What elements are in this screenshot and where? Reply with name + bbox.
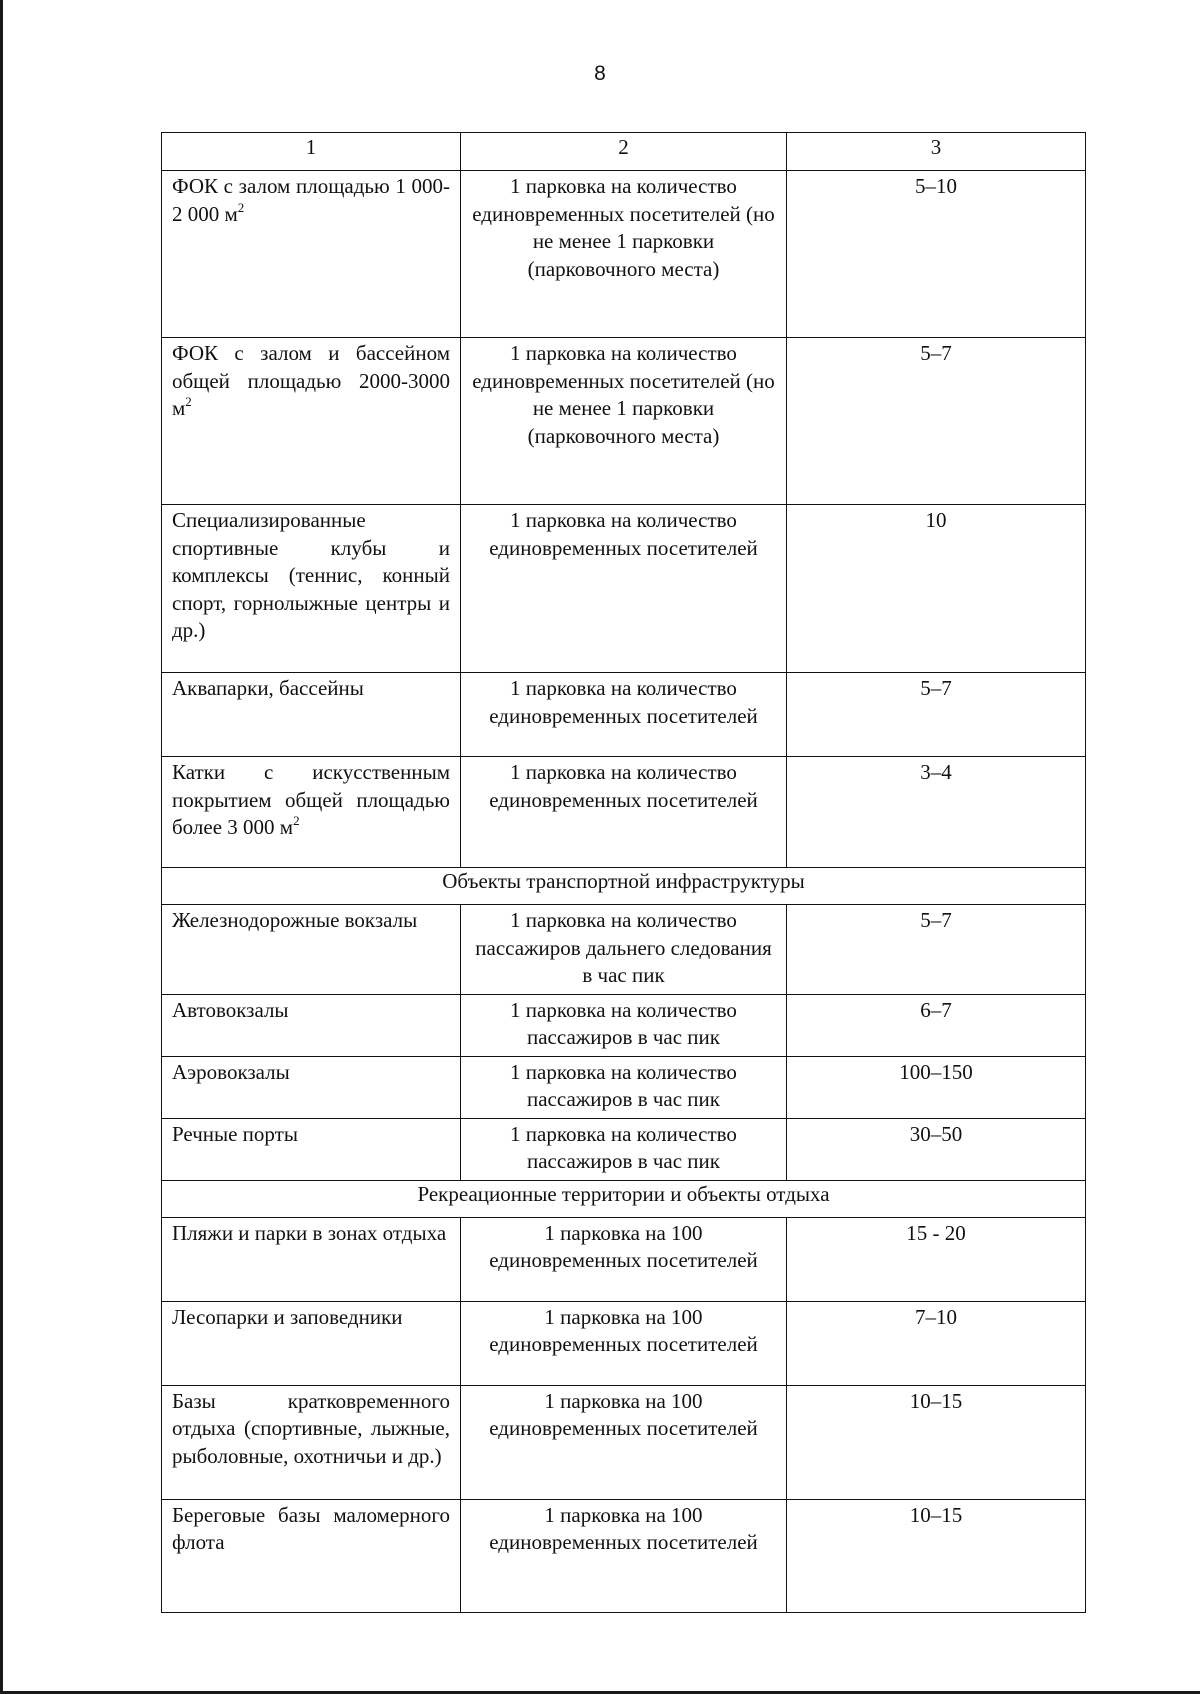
object-type-cell bbox=[162, 1301, 461, 1385]
table-row bbox=[162, 757, 1086, 868]
object-type-text: Специализированные спортивные клубы и комплексы (теннис, конный спорт, горнолыжные центры и др.) bbox=[172, 508, 450, 642]
ratio-value-cell: 5–7 bbox=[787, 905, 1086, 995]
ratio-value-cell: 100–150 bbox=[787, 1056, 1086, 1118]
table-row bbox=[162, 338, 1086, 505]
table-row bbox=[162, 905, 1086, 995]
table-row bbox=[162, 171, 1086, 338]
parking-norms-table bbox=[161, 132, 1086, 1613]
ratio-value-cell: 7–10 bbox=[787, 1301, 1086, 1385]
table-row bbox=[162, 1301, 1086, 1385]
section-row bbox=[162, 868, 1086, 905]
area-unit-superscript: 2 bbox=[185, 394, 192, 409]
parking-norm-cell: 1 парковка на 100 единовременных посетителей bbox=[461, 1499, 787, 1612]
scan-left-edge bbox=[0, 0, 3, 1694]
object-type-cell bbox=[162, 905, 461, 995]
area-unit-superscript: 2 bbox=[237, 199, 245, 215]
parking-norm-cell: 1 парковка на количество единовременных посетителей bbox=[461, 757, 787, 868]
ratio-value-cell: 5–7 bbox=[787, 673, 1086, 757]
ratio-value-cell: 10 bbox=[787, 505, 1086, 673]
parking-norm-cell: 1 парковка на количество пассажиров дальнего следования в час пик bbox=[461, 905, 787, 995]
section-title: Рекреационные территории и объекты отдыха bbox=[162, 1180, 1086, 1217]
object-type-cell bbox=[162, 1056, 461, 1118]
object-type-cell bbox=[162, 757, 461, 868]
parking-norm-cell: 1 парковка на количество единовременных посетителей (но не менее 1 парковки (парковочного места) bbox=[461, 171, 787, 338]
object-type-text: Аквапарки, бассейны bbox=[172, 676, 364, 700]
table-header-row bbox=[162, 133, 1086, 171]
table-row bbox=[162, 1385, 1086, 1499]
object-type-cell bbox=[162, 338, 461, 505]
object-type-text: Железнодорожные вокзалы bbox=[172, 908, 418, 932]
object-type-text: Автовокзалы bbox=[172, 997, 289, 1022]
object-type-text: Речные порты bbox=[172, 1121, 298, 1146]
column-header-2: 2 bbox=[461, 133, 787, 171]
parking-norm-cell: 1 парковка на 100 единовременных посетителей bbox=[461, 1217, 787, 1301]
object-type-cell bbox=[162, 1217, 461, 1301]
object-type-cell bbox=[162, 1499, 461, 1612]
ratio-value-cell: 30–50 bbox=[787, 1118, 1086, 1180]
ratio-value-cell: 5–7 bbox=[787, 338, 1086, 505]
section-title: Объекты транспортной инфраструктуры bbox=[162, 868, 1086, 905]
page-number: 8 bbox=[594, 62, 606, 85]
object-type-text: ФОК с залом площадью 1 000-2 000 м bbox=[172, 174, 450, 226]
parking-norm-cell: 1 парковка на количество единовременных посетителей (но не менее 1 парковки (парковочного места) bbox=[461, 338, 787, 505]
parking-norm-cell: 1 парковка на количество единовременных посетителей bbox=[461, 505, 787, 673]
object-type-cell bbox=[162, 505, 461, 673]
table-row bbox=[162, 1118, 1086, 1180]
object-type-text: Лесопарки и заповедники bbox=[172, 1304, 403, 1329]
object-type-text: Базы кратковременного отдыха (спортивные, лыжные, рыболовные, охотничьи и др.) bbox=[172, 1388, 450, 1468]
table-row bbox=[162, 1217, 1086, 1301]
section-row bbox=[162, 1180, 1086, 1217]
object-type-cell bbox=[162, 673, 461, 757]
parking-norm-cell: 1 парковка на 100 единовременных посетителей bbox=[461, 1301, 787, 1385]
ratio-value-cell: 10–15 bbox=[787, 1385, 1086, 1499]
parking-norm-cell: 1 парковка на 100 единовременных посетителей bbox=[461, 1385, 787, 1499]
area-unit-superscript: 2 bbox=[293, 813, 300, 828]
table-row bbox=[162, 994, 1086, 1056]
ratio-value-cell: 3–4 bbox=[787, 757, 1086, 868]
ratio-value-cell: 6–7 bbox=[787, 994, 1086, 1056]
object-type-text: Аэровокзалы bbox=[172, 1059, 290, 1084]
table-row bbox=[162, 1499, 1086, 1612]
table-body bbox=[162, 133, 1086, 1613]
object-type-text: Катки с искусственным покрытием общей площадью более 3 000 м bbox=[172, 760, 450, 839]
ratio-value-cell: 10–15 bbox=[787, 1499, 1086, 1612]
object-type-text: ФОК с залом и бассейном общей площадью 2000-3000 м bbox=[172, 341, 450, 420]
object-type-cell bbox=[162, 1385, 461, 1499]
object-type-text: Пляжи и парки в зонах отдыха bbox=[172, 1220, 447, 1245]
parking-norm-cell: 1 парковка на количество единовременных посетителей bbox=[461, 673, 787, 757]
ratio-value-cell: 5–10 bbox=[787, 171, 1086, 338]
table-row bbox=[162, 505, 1086, 673]
object-type-text: Береговые базы маломерного флота bbox=[172, 1502, 450, 1554]
parking-norm-cell: 1 парковка на количество пассажиров в час пик bbox=[461, 1056, 787, 1118]
column-header-3: 3 bbox=[787, 133, 1086, 171]
parking-norm-cell: 1 парковка на количество пассажиров в час пик bbox=[461, 994, 787, 1056]
table-row bbox=[162, 673, 1086, 757]
object-type-cell bbox=[162, 171, 461, 338]
table-row bbox=[162, 1056, 1086, 1118]
object-type-cell bbox=[162, 1118, 461, 1180]
parking-norm-cell: 1 парковка на количество пассажиров в час пик bbox=[461, 1118, 787, 1180]
object-type-cell bbox=[162, 994, 461, 1056]
ratio-value-cell: 15 - 20 bbox=[787, 1217, 1086, 1301]
column-header-1: 1 bbox=[162, 133, 461, 171]
